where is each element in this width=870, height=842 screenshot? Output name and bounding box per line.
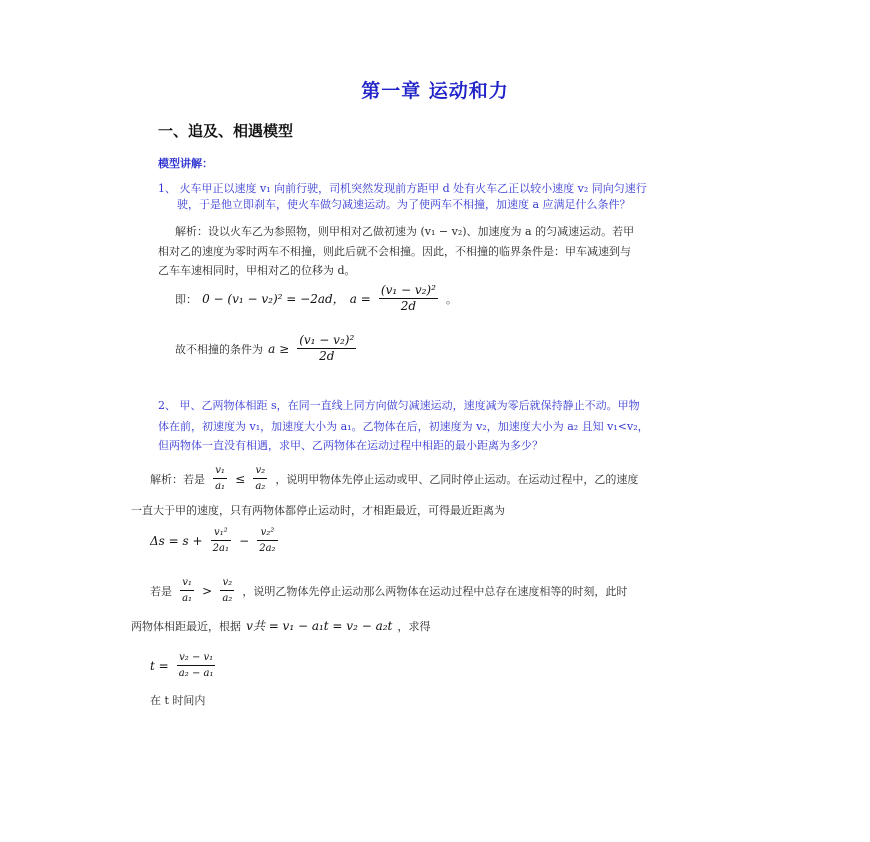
- fraction-v2-a2: [253, 463, 267, 494]
- fraction-v1-a1: [213, 463, 227, 494]
- delta-s-left: Δs = s +: [150, 534, 203, 548]
- chapter-title: 第一章 运动和力: [361, 80, 509, 102]
- t-left: t =: [150, 659, 169, 673]
- fraction-numerator: v₂: [220, 575, 234, 591]
- question-2-line-3: 但两物体一直没有相遇，求甲、乙两物体在运动过程中相距的最小距离为多少？: [158, 439, 543, 452]
- equation-1-a: a =: [349, 292, 371, 306]
- section-title: 一、追及、相遇模型: [158, 122, 294, 140]
- common-velocity-equation: v共 = v₁ − a₁t = v₂ − a₂t: [246, 619, 393, 633]
- t-fraction: [177, 650, 216, 681]
- fraction-numerator: v₂ − v₁: [177, 650, 216, 666]
- answer-2-para-2: [150, 575, 627, 606]
- fraction-denominator: 2d: [319, 349, 335, 363]
- fraction-denominator: 2a₂: [259, 543, 276, 554]
- comparison-operator: ≤: [235, 472, 246, 486]
- fraction-numerator: (v₁ − v₂)²: [299, 333, 355, 347]
- para-2-line-2-suffix: ，求得: [397, 620, 431, 633]
- fraction-denominator: a₁: [215, 481, 226, 492]
- para-2-prefix: 若是: [150, 585, 172, 598]
- fraction-denominator: a₂ − a₁: [178, 668, 214, 679]
- fraction-denominator: 2a₁: [212, 543, 229, 554]
- fraction-numerator: v₁²: [211, 525, 231, 541]
- equation-1-end: 。: [446, 293, 458, 306]
- minus-sign: −: [239, 534, 250, 548]
- equation-1-prefix: 即：: [175, 293, 197, 306]
- para-1-suffix: ，说明甲物体先停止运动或甲、乙同时停止运动。在运动过程中，乙的速度: [275, 473, 639, 486]
- fraction-numerator: v₁: [180, 575, 194, 591]
- answer-1-line-2: 相对乙的速度为零时两车不相撞，则此后就不会相撞。因此，不相撞的临界条件是：甲车减速到与: [158, 245, 631, 258]
- comparison-operator: >: [202, 584, 213, 598]
- fraction-v2-a2: [220, 575, 234, 606]
- answer-1-line-3: 乙车车速相同时，甲相对乙的位移为 d。: [158, 264, 356, 277]
- answer-2-para-1-line-2: 一直大于甲的速度，只有两物体都停止运动时，才相距最近，可得最近距离为: [131, 504, 505, 517]
- answer-2-para-2-line-2: [131, 615, 430, 634]
- condition-fraction: [297, 333, 356, 364]
- fraction-denominator: 2d: [400, 299, 417, 313]
- equation-1: [175, 283, 457, 314]
- t-equation: [150, 650, 218, 681]
- para-2-line-2-prefix: 两物体相距最近，根据: [131, 620, 241, 633]
- fraction-numerator: v₂²: [257, 525, 277, 541]
- answer-2-last-line: 在 t 时间内: [150, 694, 206, 707]
- fraction-denominator: a₁: [182, 593, 193, 604]
- answer-2-para-1: [150, 463, 638, 494]
- fraction-v1-a1: [180, 575, 194, 606]
- delta-s-equation: [150, 525, 281, 556]
- equation-1-fraction: [379, 283, 438, 314]
- fraction-numerator: v₁: [213, 463, 227, 479]
- fraction-numerator: (v₁ − v₂)²: [380, 283, 436, 297]
- question-2-line-2: 体在前，初速度为 v₁，加速度大小为 a₁。乙物体在后，初速度为 v₂，加速度大小为 a₂ 且知 v₁<v₂，: [158, 420, 649, 433]
- fraction-v2sq-2a2: [257, 525, 277, 556]
- question-1-line-1: 1、 火车甲正以速度 v₁ 向前行驶，司机突然发现前方距甲 d 处有火车乙正以较小速度 v₂ 同向匀速行: [158, 182, 647, 195]
- question-1-line-2: 驶，于是他立即刹车，使火车做匀减速运动。为了使两车不相撞，加速度 a 应满足什么条件？: [177, 198, 631, 211]
- model-label: 模型讲解：: [158, 157, 213, 170]
- fraction-denominator: a₂: [222, 593, 233, 604]
- condition-a: a ≥: [268, 342, 290, 356]
- question-2-line-1: 2、 甲、乙两物体相距 s，在同一直线上同方向做匀减速运动，速度减为零后就保持静止不动。甲物: [158, 399, 640, 412]
- para-2-suffix: ，说明乙物体先停止运动那么两物体在运动过程中总存在速度相等的时刻，此时: [242, 585, 628, 598]
- condition-prefix: 故不相撞的条件为: [175, 343, 263, 356]
- fraction-numerator: v₂: [253, 463, 267, 479]
- answer-1-line-1: 解析：设以火车乙为参照物，则甲相对乙做初速为 (v₁ − v₂)、加速度为 a 的匀减速运动。若甲: [175, 225, 635, 238]
- condition-equation: [175, 333, 359, 364]
- fraction-denominator: a₂: [255, 481, 266, 492]
- equation-1-left: 0 − (v₁ − v₂)² = −2ad，: [202, 292, 345, 306]
- para-1-prefix: 解析：若是: [150, 473, 205, 486]
- fraction-v1sq-2a1: [211, 525, 231, 556]
